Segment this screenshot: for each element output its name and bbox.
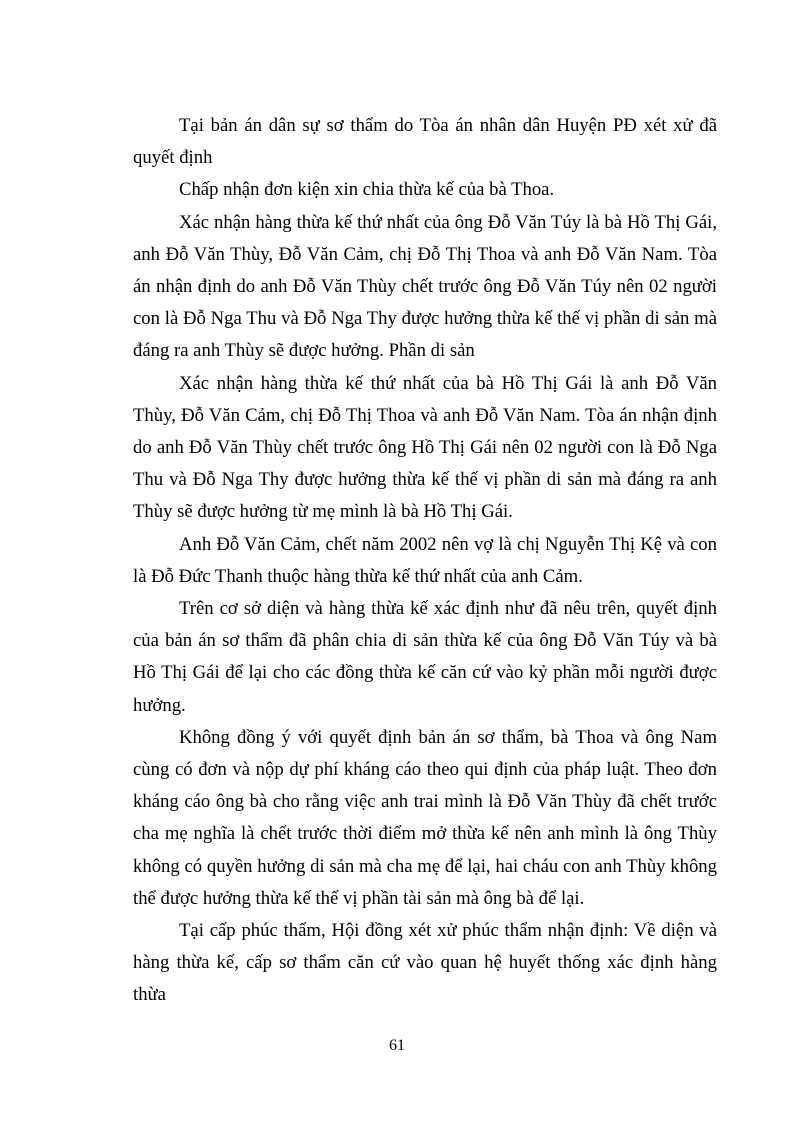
paragraph-heirs-of-do-van-tuy: Xác nhận hàng thừa kế thứ nhất của ông Đỗ Văn Túy là bà Hồ Thị Gái, anh Đỗ Văn Thùy, Đỗ Văn Cảm, chị Đỗ Thị Thoa và anh Đỗ Văn Nam. Tòa án nhận định do anh Đỗ Văn Thùy chết trước ông Đỗ Văn Túy nên 02 người con là Đỗ Nga Thu và Đỗ Nga Thy được hưởng thừa kế thế vị phần di sản mà đáng ra anh Thùy sẽ được hưởng. Phần di sản	[133, 211, 717, 362]
paragraph-estate-division: Trên cơ sở diện và hàng thừa kế xác định như đã nêu trên, quyết định của bản án sơ thẩm đã phân chia di sản thừa kế của ông Đỗ Văn Túy và bà Hồ Thị Gái để lại cho các đồng thừa kế căn cứ vào kỷ phần mỗi người được hưởng.	[133, 598, 717, 716]
paragraph-do-van-cam: Anh Đỗ Văn Cảm, chết năm 2002 nên vợ là chị Nguyễn Thị Kệ và con là Đỗ Đức Thanh thuộc hàng thừa kế thứ nhất của anh Cảm.	[133, 533, 717, 587]
paragraph-first-instance-judgment: Tại bản án dân sự sơ thẩm do Tòa án nhân dân Huyện PĐ xét xử đã quyết định	[133, 115, 717, 169]
page-number: 61	[389, 1037, 405, 1054]
paragraph-appellate-ruling: Tại cấp phúc thẩm, Hội đồng xét xử phúc thẩm nhận định: Về diện và hàng thừa kế, cấp sơ thẩm căn cứ vào quan hệ huyết thống xác định hàng thừa	[133, 920, 717, 1006]
document-body	[133, 110, 717, 1012]
paragraph-heirs-of-ho-thi-gai: Xác nhận hàng thừa kế thứ nhất của bà Hồ Thị Gái là anh Đỗ Văn Thùy, Đỗ Văn Cảm, chị Đỗ Thị Thoa và anh Đỗ Văn Nam. Tòa án nhận định do anh Đỗ Văn Thùy chết trước ông Hồ Thị Gái nên 02 người con là Đỗ Nga Thu và Đỗ Nga Thy được hưởng thừa kế thế vị phần di sản mà đáng ra anh Thùy sẽ được hưởng từ mẹ mình là bà Hồ Thị Gái.	[133, 372, 717, 523]
paragraph-appeal: Không đồng ý với quyết định bản án sơ thẩm, bà Thoa và ông Nam cùng có đơn và nộp dự phí kháng cáo theo qui định của pháp luật. Theo đơn kháng cáo ông bà cho rằng việc anh trai mình là Đỗ Văn Thùy đã chết trước cha mẹ nghĩa là chết trước thời điểm mở thừa kế nên anh mình là ông Thùy không có quyền hưởng di sản mà cha mẹ để lại, hai cháu con anh Thùy không thể được hưởng thừa kế thế vị phần tài sản mà ông bà để lại.	[133, 726, 717, 909]
paragraph-accept-claim: Chấp nhận đơn kiện xin chia thừa kế của bà Thoa.	[179, 179, 555, 201]
